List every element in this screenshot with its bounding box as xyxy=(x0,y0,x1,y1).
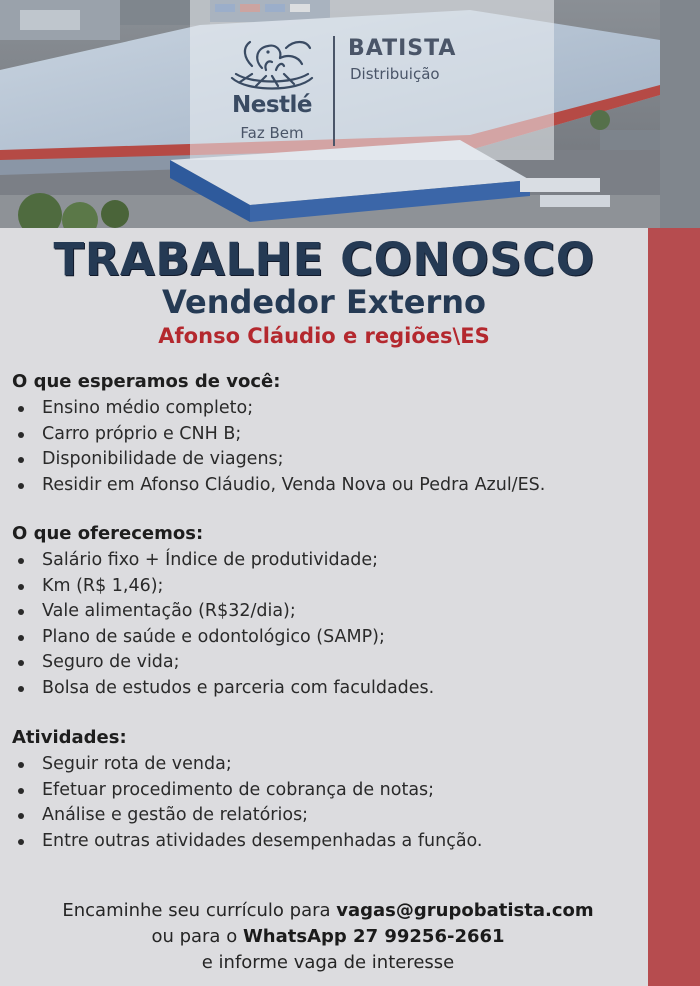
nestle-brand: Nestlé xyxy=(231,92,312,118)
job-location: Afonso Cláudio e regiões\ES xyxy=(158,324,490,348)
job-title: Vendedor Externo xyxy=(162,283,486,321)
whatsapp-number[interactable]: WhatsApp 27 99256-2661 xyxy=(242,926,505,947)
partner-brand: BATISTA xyxy=(348,36,457,61)
list-item: Carro próprio e CNH B; xyxy=(12,422,642,448)
section-requirements xyxy=(12,370,642,498)
whatsapp-prefix: ou para o xyxy=(151,926,243,947)
list-item: Análise e gestão de relatórios; xyxy=(12,803,642,829)
logo-divider xyxy=(333,36,335,146)
list-item: Bolsa de estudos e parceria com faculdades. xyxy=(12,676,642,702)
contact-line-whatsapp xyxy=(0,924,656,950)
contact-line-email xyxy=(0,898,656,924)
contact-line-note: e informe vaga de interesse xyxy=(201,952,455,973)
requirements-list xyxy=(12,396,642,498)
list-item: Efetuar procedimento de cobrança de notas; xyxy=(12,778,642,804)
list-item: Residir em Afonso Cláudio, Venda Nova ou Pedra Azul/ES. xyxy=(12,473,642,499)
side-accent-bar xyxy=(648,228,700,986)
list-item: Ensino médio completo; xyxy=(12,396,642,422)
section-title: O que esperamos de você: xyxy=(12,371,281,392)
activities-list xyxy=(12,752,642,854)
list-item: Seguro de vida; xyxy=(12,650,642,676)
hero-photo xyxy=(0,0,700,228)
section-title: Atividades: xyxy=(12,727,127,748)
page-title: TRABALHE CONOSCO xyxy=(53,233,595,286)
section-title: O que oferecemos: xyxy=(12,523,204,544)
email-link[interactable]: vagas@grupobatista.com xyxy=(336,900,594,921)
nest-icon xyxy=(222,30,322,100)
list-item: Plano de saúde e odontológico (SAMP); xyxy=(12,625,642,651)
section-benefits xyxy=(12,522,642,701)
contact-footer xyxy=(0,898,656,976)
list-item: Disponibilidade de viagens; xyxy=(12,447,642,473)
list-item: Seguir rota de venda; xyxy=(12,752,642,778)
email-prefix: Encaminhe seu currículo para xyxy=(62,900,337,921)
list-item: Vale alimentação (R$32/dia); xyxy=(12,599,642,625)
list-item: Km (R$ 1,46); xyxy=(12,574,642,600)
list-item: Salário fixo + Índice de produtividade; xyxy=(12,548,642,574)
partner-subtitle: Distribuição xyxy=(350,65,440,83)
section-activities xyxy=(12,726,642,854)
list-item: Entre outras atividades desempenhadas a função. xyxy=(12,829,642,855)
benefits-list xyxy=(12,548,642,701)
nestle-tagline: Faz Bem xyxy=(240,124,304,142)
